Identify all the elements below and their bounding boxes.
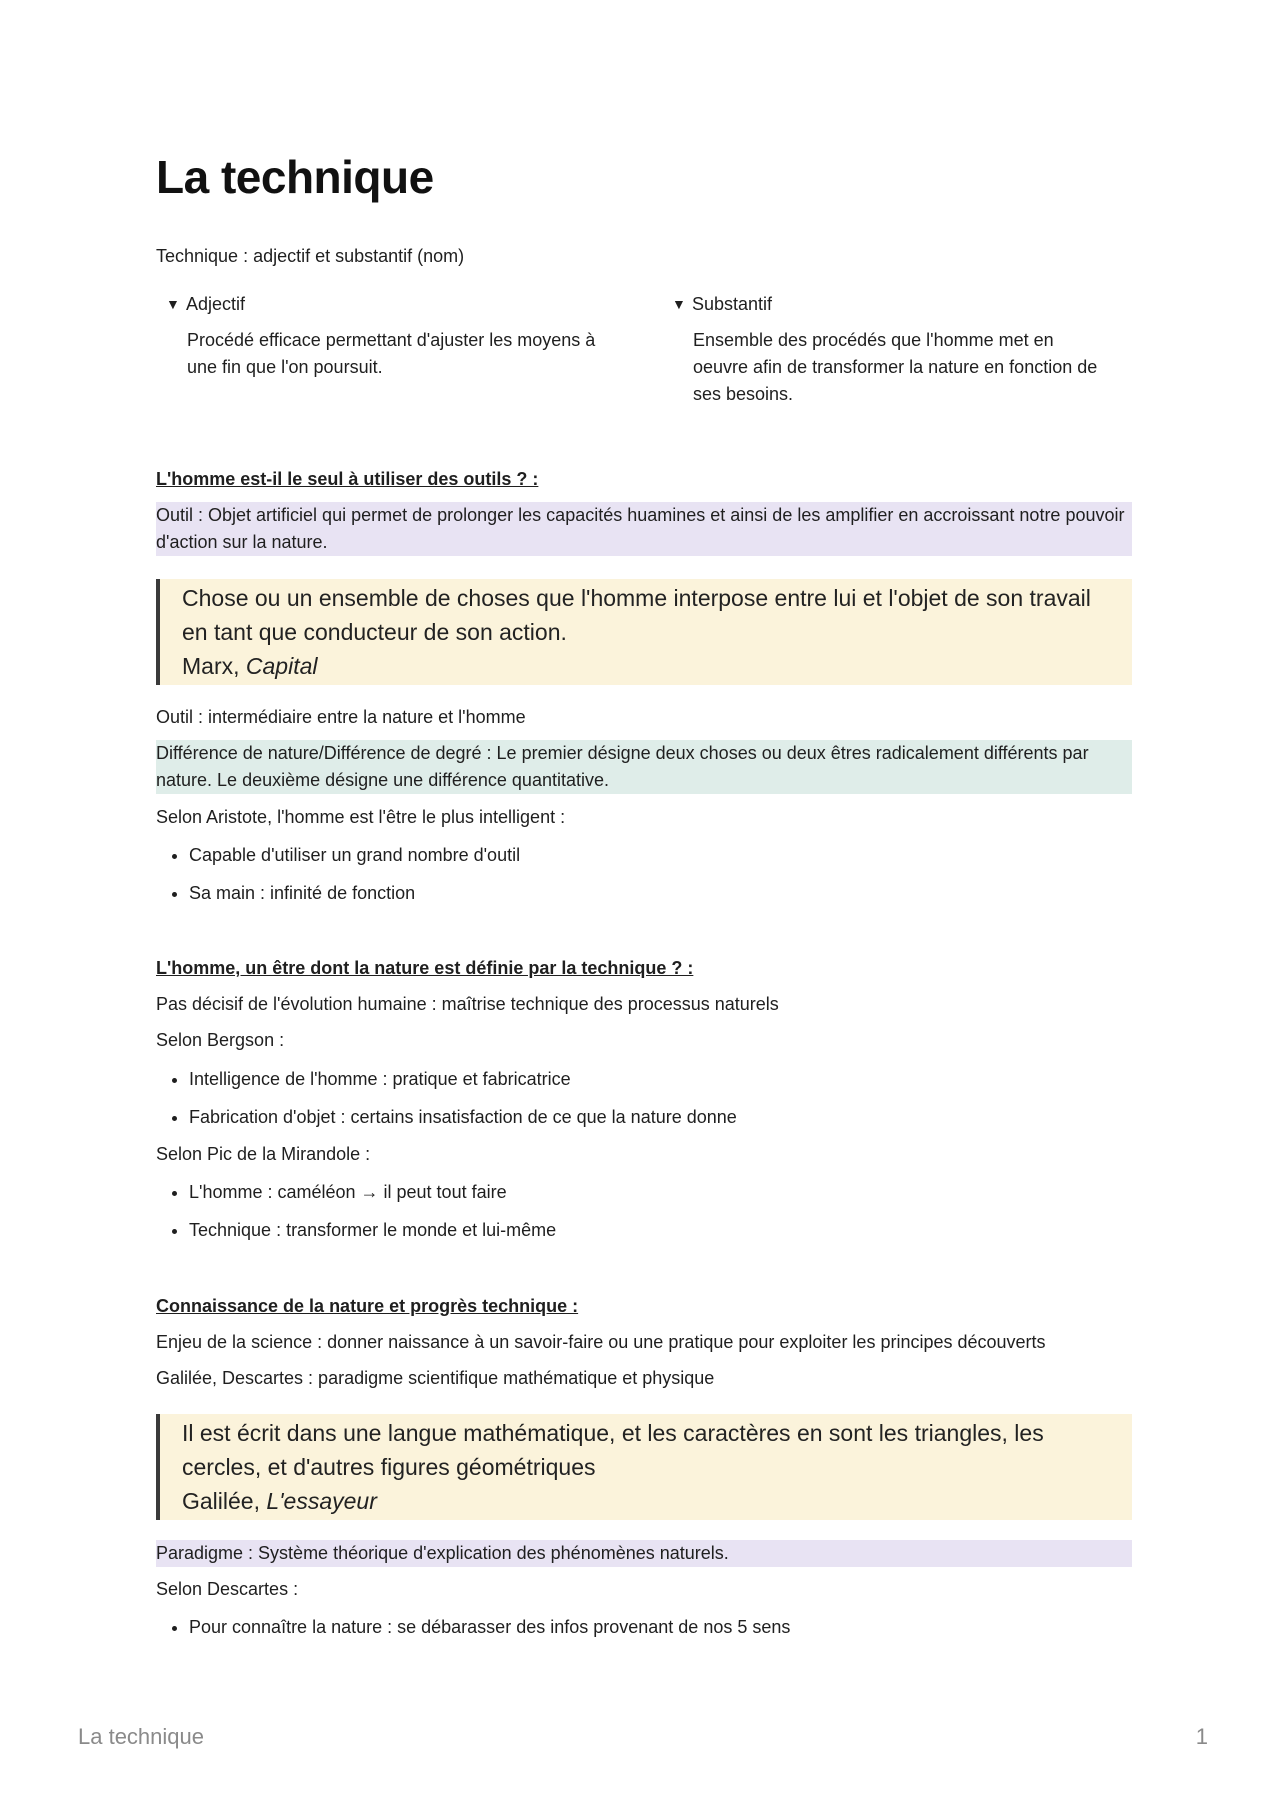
list-item: • Fabrication d'objet : certains insatisfaction de ce que la nature donne <box>189 1104 737 1131</box>
intro-text: Technique : adjectif et substantif (nom) <box>156 246 465 266</box>
quote-citation: Galilée, L'essayeur <box>182 1488 377 1514</box>
body-text: Selon Bergson : <box>156 1030 285 1050</box>
list-item: • Intelligence de l'homme : pratique et fabricatrice <box>189 1066 737 1093</box>
toggle-content: Procédé efficace permettant d'ajuster les moyens à une fin que l'on poursuit. <box>187 330 596 377</box>
toggle-substantif[interactable] <box>672 291 1112 408</box>
bullet-list <box>156 1614 790 1652</box>
body-text: Pas décisif de l'évolution humaine : maîtrise technique des processus naturels <box>156 994 779 1014</box>
toggle-adjectif[interactable] <box>166 291 606 381</box>
bullet-list <box>156 1179 556 1255</box>
quote-text: Il est écrit dans une langue mathématique, et les caractères en sont les triangles, les cercles, et d'autres figures géométriques <box>182 1420 1044 1480</box>
body-text: Galilée, Descartes : paradigme scientifique mathématique et physique <box>156 1368 715 1388</box>
list-item: • L'homme : caméléon → il peut tout faire <box>189 1179 556 1206</box>
page-number: 1 <box>1195 1724 1208 1749</box>
list-item: • Capable d'utiliser un grand nombre d'outil <box>189 842 520 869</box>
section-heading: Connaissance de la nature et progrès technique : <box>156 1296 579 1316</box>
quote-callout <box>156 1414 1132 1520</box>
footer-title: La technique <box>78 1724 204 1749</box>
body-text: Outil : intermédiaire entre la nature et l'homme <box>156 707 526 727</box>
section-heading: L'homme, un être dont la nature est définie par la technique ? : <box>156 958 694 978</box>
toggle-content: Ensemble des procédés que l'homme met en oeuvre afin de transformer la nature en fonction de ses besoins. <box>693 330 1098 404</box>
triangle-down-icon[interactable]: ▼ <box>672 296 686 312</box>
paradigme-highlight: Paradigme : Système théorique d'explication des phénomènes naturels. <box>156 1540 1132 1567</box>
quote-citation: Marx, Capital <box>182 653 318 679</box>
bullet-list <box>156 1066 737 1142</box>
list-item: • Sa main : infinité de fonction <box>189 880 520 907</box>
list-item: • Technique : transformer le monde et lui-même <box>189 1217 556 1244</box>
triangle-down-icon[interactable]: ▼ <box>166 296 180 312</box>
bullet-list <box>156 842 520 918</box>
body-text: Selon Descartes : <box>156 1579 299 1599</box>
quote-work: L'essayeur <box>266 1488 377 1514</box>
body-text: Selon Aristote, l'homme est l'être le plus intelligent : <box>156 807 566 827</box>
page-title: La technique <box>156 151 434 203</box>
quote-work: Capital <box>245 653 318 679</box>
toggle-label: Substantif <box>692 294 773 314</box>
body-text: Enjeu de la science : donner naissance à un savoir-faire ou une pratique pour exploiter les principes découverts <box>156 1332 1046 1352</box>
list-item: • Pour connaître la nature : se débarasser des infos provenant de nos 5 sens <box>189 1614 790 1641</box>
quote-text: Chose ou un ensemble de choses que l'homme interpose entre lui et l'objet de son travail en tant que conducteur de son action. <box>182 585 1091 645</box>
definition-highlight: Outil : Objet artificiel qui permet de prolonger les capacités huamines et ainsi de les amplifier en accroissant notre pouvoir d'action sur la nature. <box>156 502 1132 556</box>
section-heading: L'homme est-il le seul à utiliser des outils ? : <box>156 469 539 489</box>
body-text: Selon Pic de la Mirandole : <box>156 1144 371 1164</box>
toggle-label: Adjectif <box>186 294 246 314</box>
quote-callout <box>156 579 1132 685</box>
difference-highlight: Différence de nature/Différence de degré : Le premier désigne deux choses ou deux êtres radicalement différents par nature. Le deuxième désigne une différence quantitative. <box>156 740 1132 794</box>
